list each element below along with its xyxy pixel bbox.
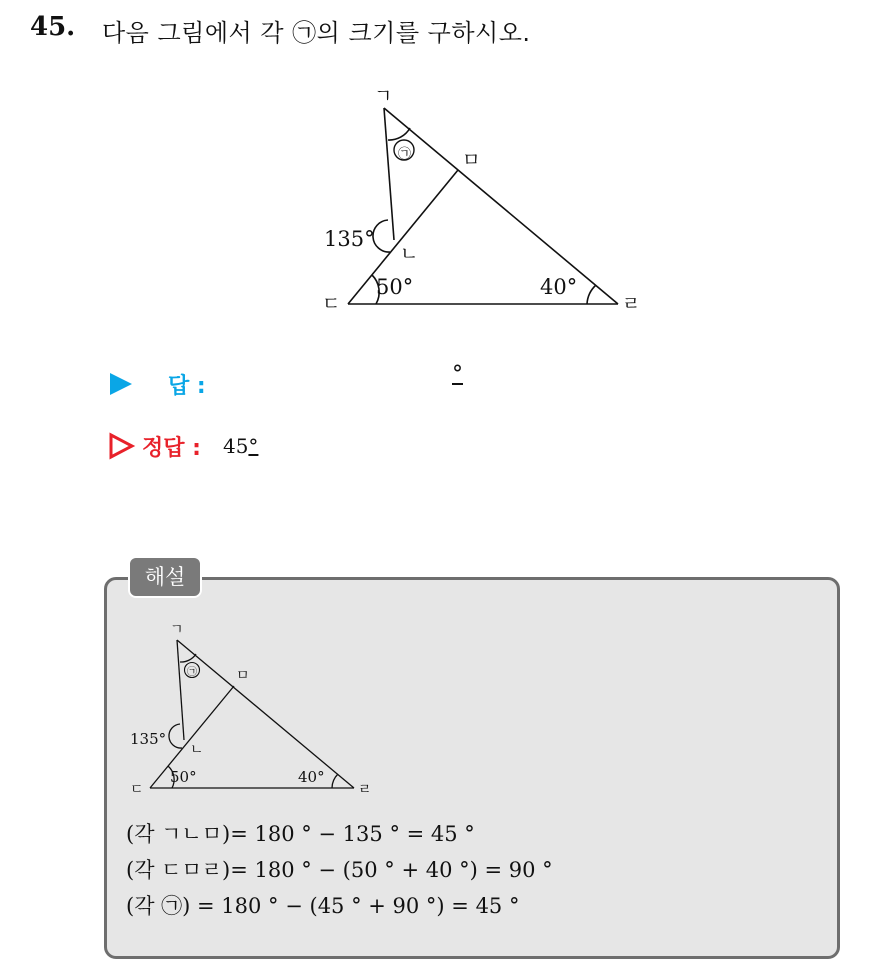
small-label-side: ㅁ: [236, 668, 250, 684]
label-side: ㅁ: [462, 149, 481, 171]
small-label-40: 40°: [298, 768, 325, 786]
triangle-figure: [300, 70, 660, 320]
explanation-line-2: (각 ㄷㅁㄹ)= 180 ° − (50 ° + 40 °) = 90 °: [126, 858, 553, 882]
explanation-line-3: (각 ㉠) = 180 ° − (45 ° + 90 °) = 45 °: [126, 894, 520, 918]
small-label-middle: ㄴ: [190, 742, 204, 758]
label-middle: ㄴ: [400, 243, 419, 265]
play-outline-icon: [108, 432, 136, 460]
label-top: ㄱ: [374, 85, 393, 107]
small-label-top: ㄱ: [170, 622, 184, 638]
angle-arc-135: [373, 220, 390, 252]
label-135: 135°: [324, 227, 375, 251]
segment-a-e: [384, 108, 618, 304]
small-label-50: 50°: [170, 768, 197, 786]
small-label-135: 135°: [130, 730, 167, 748]
angle-arc-top: [388, 128, 410, 140]
small-label-bottom-right: ㄹ: [358, 782, 372, 797]
small-label-bottom-left: ㄷ: [130, 782, 144, 797]
small-label-marked-angle: ㉠: [187, 667, 197, 678]
correct-answer-row: [108, 428, 258, 464]
label-50: 50°: [376, 275, 414, 299]
correct-answer-label: 정답 :: [142, 435, 201, 461]
answer-row: [108, 366, 206, 402]
answer-blank-unit: °: [452, 362, 463, 387]
angle-arc-40: [587, 285, 596, 304]
answer-label: 답 :: [168, 373, 206, 399]
question-text: 다음 그림에서 각 ㉠의 크기를 구하시오.: [102, 19, 531, 47]
label-40: 40°: [540, 275, 578, 299]
label-bottom-right: ㄹ: [622, 293, 641, 315]
question-number: 45.: [30, 12, 76, 42]
play-icon: [108, 371, 134, 397]
explanation-tag: 해설: [128, 556, 202, 598]
explanation-line-1: (각 ㄱㄴㅁ)= 180 ° − 135 ° = 45 °: [126, 822, 475, 846]
label-bottom-left: ㄷ: [322, 293, 341, 315]
correct-answer-value: 45°: [222, 434, 259, 458]
label-marked-angle: ㉠: [398, 147, 412, 162]
explanation-triangle-figure: [122, 612, 392, 797]
